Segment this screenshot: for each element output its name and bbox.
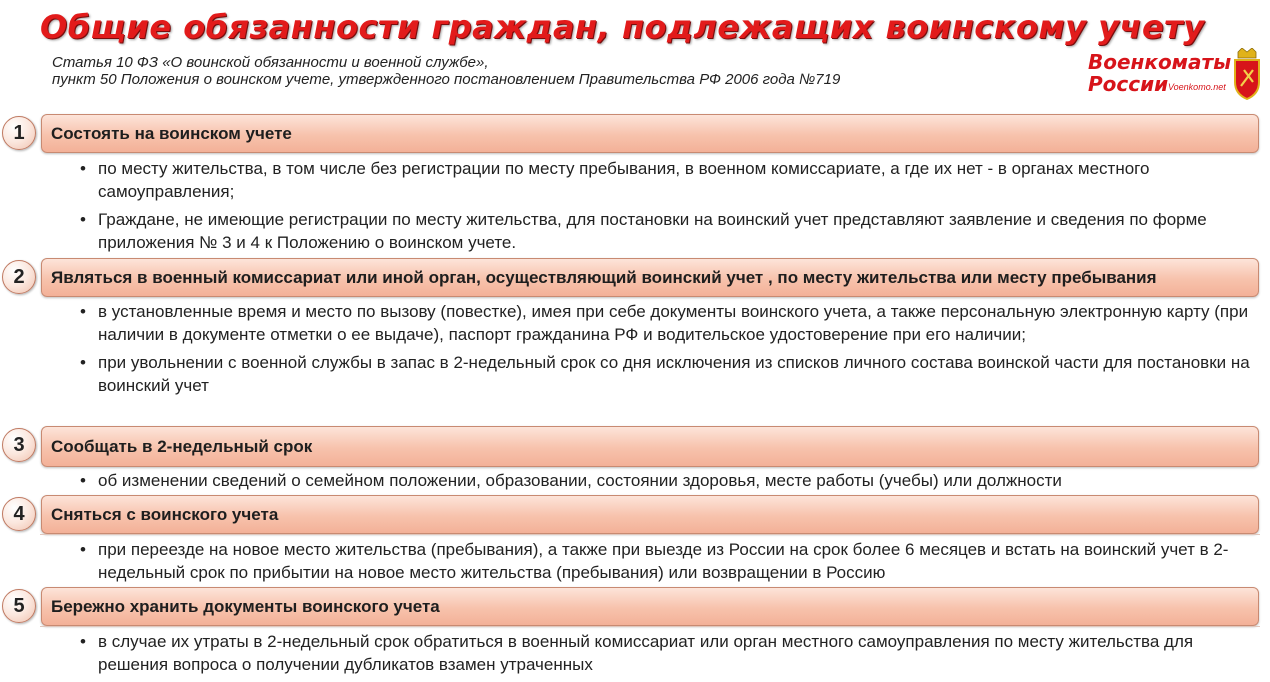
section-number-4: 4	[2, 497, 36, 531]
section-list-5	[80, 630, 1260, 681]
section-heading-4: Сняться с воинского учета	[41, 495, 1259, 534]
section-number-3: 3	[2, 428, 36, 462]
legal-source	[52, 54, 840, 88]
section-list-2	[80, 300, 1260, 402]
section-number-2: 2	[2, 260, 36, 294]
coat-of-arms-icon	[1232, 48, 1262, 100]
list-item: • в случае их утраты в 2-недельный срок обратиться в военный комиссариат или орган местного самоуправления по месту жительства для решения вопроса о получении дубликатов взамен утраченных	[80, 630, 1260, 676]
page-title: Общие обязанности граждан, подлежащих воинскому учету	[40, 8, 1205, 46]
section-heading-2: Являться в военный комиссариат или иной орган, осуществляющий воинский учет , по месту жительства или месту пребывания	[41, 258, 1259, 297]
section-number-1: 1	[2, 116, 36, 150]
section-number-5: 5	[2, 589, 36, 623]
section-heading-1: Состоять на воинском учете	[41, 114, 1259, 153]
legal-source-line-1: Статья 10 ФЗ «О воинской обязанности и военной службе»,	[52, 54, 489, 71]
section-divider	[40, 626, 1260, 627]
list-item: • по месту жительства, в том числе без регистрации по месту пребывания, в военном комиссариате, а где их нет - в органах местного самоуправления;	[80, 157, 1260, 203]
logo-line-2: России	[1088, 72, 1169, 96]
section-list-1	[80, 157, 1260, 259]
legal-source-line-2: пункт 50 Положения о воинском учете, утвержденного постановлением Правительства РФ 2006 года №719	[52, 71, 841, 88]
logo-line-1: Военкоматы	[1088, 50, 1232, 74]
logo-site: Voenkomo.net	[1168, 82, 1226, 92]
list-item: • об изменении сведений о семейном положении, образовании, состоянии здоровья, месте работы (учебы) или должности	[80, 469, 1260, 492]
section-list-3	[80, 469, 1260, 497]
section-heading-3: Сообщать в 2-недельный срок	[41, 426, 1259, 467]
voenkomaty-logo	[1086, 48, 1264, 104]
list-item: • в установленные время и место по вызову (повестке), имея при себе документы воинского учета, а также персональную электронную карту (при наличии в документе отметки о ее выдаче), паспорт гражданина РФ и водительское удостоверение при его наличии;	[80, 300, 1260, 346]
section-list-4	[80, 538, 1260, 589]
section-heading-5: Бережно хранить документы воинского учета	[41, 587, 1259, 626]
list-item: • при переезде на новое место жительства (пребывания), а также при выезде из России на срок более 6 месяцев и встать на воинский учет в 2-недельный срок по прибытии на новое место жительства (пребывания) или возвращении в Россию	[80, 538, 1260, 584]
list-item: • Граждане, не имеющие регистрации по месту жительства, для постановки на воинский учет представляют заявление и сведения по форме приложения № 3 и 4 к Положению о воинском учете.	[80, 208, 1260, 254]
section-divider	[40, 534, 1260, 535]
list-item: • при увольнении с военной службы в запас в 2-недельный срок со дня исключения из списков личного состава воинской части для постановки на воинский учет	[80, 351, 1260, 397]
